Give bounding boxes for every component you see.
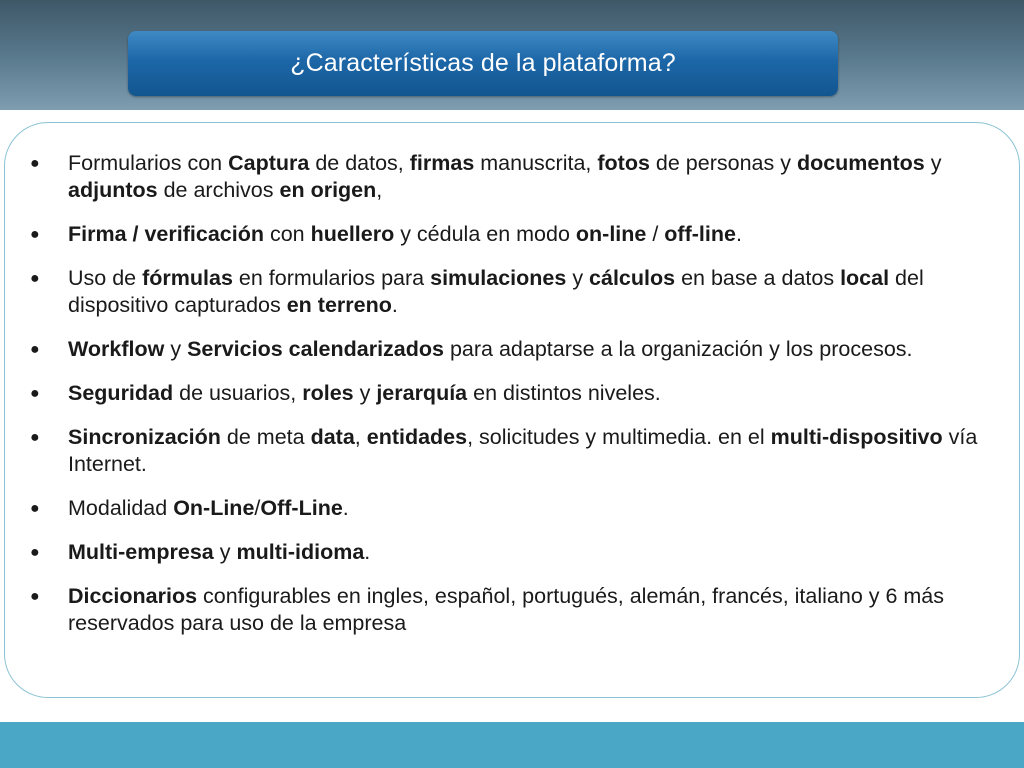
bullet-dot-icon: ● xyxy=(30,270,40,287)
bullet-text: Uso de xyxy=(68,266,143,290)
bullet-bold-text: On-Line xyxy=(173,496,255,520)
bullet-bold-text: Captura xyxy=(228,151,310,175)
bullet-bold-text: en origen xyxy=(279,178,377,202)
bullet-bold-text: Seguridad xyxy=(68,381,174,405)
bullet-bold-text: on-line xyxy=(575,222,647,246)
bullet-text: y xyxy=(213,540,237,564)
bullet-bold-text: Off-Line xyxy=(260,496,343,520)
title-bar xyxy=(128,31,838,96)
bullet-item xyxy=(30,495,990,522)
bullet-bold-text: Firma / verificación xyxy=(68,222,264,246)
bullet-text: de archivos xyxy=(157,178,280,202)
bullet-text: y cédula en modo xyxy=(394,222,576,246)
bullet-item xyxy=(30,424,990,478)
bullet-text: de datos, xyxy=(309,151,410,175)
bullet-bold-text: data xyxy=(310,425,355,449)
bullet-text: configurables en ingles, español, portugués, alemán, francés, italiano y 6 más reservados para uso de la empresa xyxy=(68,584,945,635)
bullet-text: , solicitudes y multimedia. en el xyxy=(467,425,771,449)
bullet-item xyxy=(30,221,990,248)
bullet-text: del dispositivo capturados xyxy=(68,266,924,317)
bullet-text: y xyxy=(566,266,590,290)
bullet-item xyxy=(30,380,990,407)
bullet-bold-text: huellero xyxy=(310,222,395,246)
bullet-bold-text: local xyxy=(840,266,890,290)
bullet-item xyxy=(30,539,990,566)
bullet-text: manuscrita, xyxy=(474,151,598,175)
bullet-bold-text: roles xyxy=(302,381,354,405)
bullet-list xyxy=(30,150,990,654)
bullet-item xyxy=(30,150,990,204)
bullet-text: Modalidad xyxy=(68,496,174,520)
bullet-text: , xyxy=(354,425,367,449)
bullet-text: de usuarios, xyxy=(173,381,303,405)
bullet-bold-text: firmas xyxy=(409,151,475,175)
bullet-text: de meta xyxy=(220,425,311,449)
bullet-bold-text: adjuntos xyxy=(68,178,158,202)
bullet-bold-text: Sincronización xyxy=(68,425,221,449)
bullet-dot-icon: ● xyxy=(30,341,40,358)
bullet-bold-text: multi-dispositivo xyxy=(770,425,943,449)
bullet-dot-icon: ● xyxy=(30,385,40,402)
bullet-text: con xyxy=(263,222,311,246)
bullet-bold-text: Diccionarios xyxy=(68,584,198,608)
bullet-text: Formularios con xyxy=(68,151,229,175)
bullet-text: . xyxy=(364,540,371,564)
bullet-bold-text: fórmulas xyxy=(142,266,233,290)
slide-title: ¿Características de la plataforma? xyxy=(290,49,676,77)
bullet-text: para adaptarse a la organización y los procesos. xyxy=(444,337,913,361)
bullet-bold-text: simulaciones xyxy=(430,266,567,290)
bullet-text: y xyxy=(924,151,942,175)
bullet-bold-text: cálculos xyxy=(589,266,676,290)
bullet-bold-text: fotos xyxy=(597,151,650,175)
bullet-text: , xyxy=(376,178,383,202)
bullet-dot-icon: ● xyxy=(30,500,40,517)
bullet-item xyxy=(30,583,990,637)
bullet-text: en distintos niveles. xyxy=(467,381,661,405)
bullet-text: / xyxy=(254,496,261,520)
bullet-bold-text: entidades xyxy=(366,425,468,449)
bullet-item xyxy=(30,336,990,363)
bullet-text: y xyxy=(164,337,188,361)
bullet-dot-icon: ● xyxy=(30,588,40,605)
bullet-bold-text: multi-idioma xyxy=(236,540,365,564)
bullet-bold-text: Servicios calendarizados xyxy=(187,337,444,361)
bullet-dot-icon: ● xyxy=(30,544,40,561)
footer-band xyxy=(0,722,1024,768)
bullet-text: y xyxy=(353,381,377,405)
bullet-text: / xyxy=(646,222,665,246)
bullet-text: . xyxy=(735,222,742,246)
bullet-dot-icon: ● xyxy=(30,226,40,243)
bullet-dot-icon: ● xyxy=(30,429,40,446)
bullet-text: de personas y xyxy=(649,151,797,175)
bullet-dot-icon: ● xyxy=(30,155,40,172)
bullet-text: . xyxy=(342,496,349,520)
bullet-bold-text: off-line xyxy=(664,222,736,246)
bullet-bold-text: documentos xyxy=(796,151,925,175)
bullet-bold-text: Multi-empresa xyxy=(68,540,214,564)
bullet-text: vía Internet. xyxy=(68,425,978,476)
bullet-bold-text: Workflow xyxy=(68,337,165,361)
bullet-bold-text: en terreno xyxy=(286,293,392,317)
bullet-text: en base a datos xyxy=(675,266,841,290)
bullet-text: en formularios para xyxy=(232,266,431,290)
bullet-text: . xyxy=(391,293,398,317)
bullet-bold-text: jerarquía xyxy=(376,381,468,405)
bullet-item xyxy=(30,265,990,319)
